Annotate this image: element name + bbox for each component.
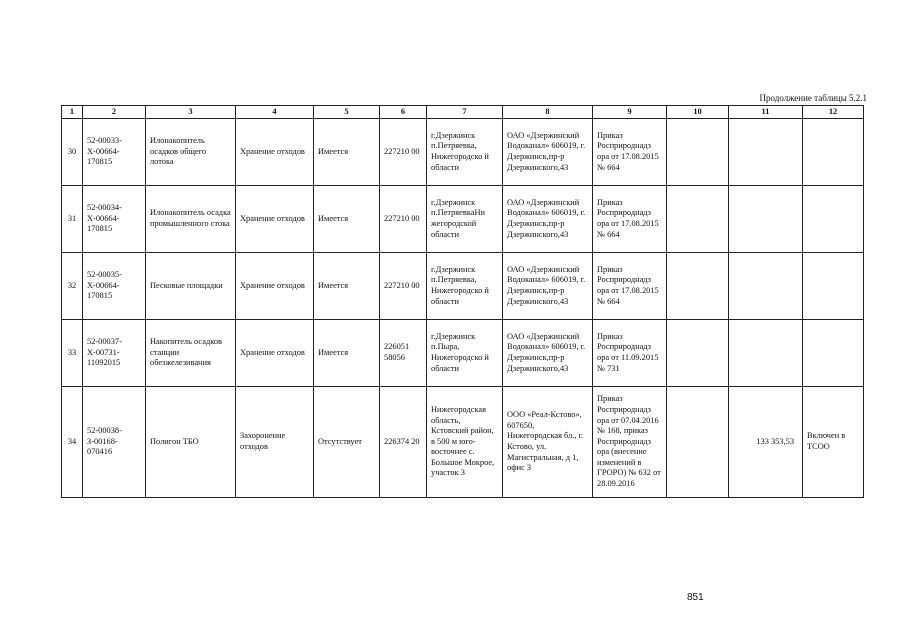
object-location: г.Дзержинск п.Петряевка, Нижегородско й области <box>427 253 503 320</box>
oktmo-code: 226374 20 <box>380 387 427 498</box>
object-location: г.Дзержинск п.ПетряевкаНи жегородской области <box>427 186 503 253</box>
cell-col12 <box>803 253 864 320</box>
table-row <box>62 186 864 253</box>
table-row <box>62 387 864 498</box>
object-status: Имеется <box>314 119 380 186</box>
object-status: Имеется <box>314 320 380 387</box>
cell-col11 <box>729 119 803 186</box>
cell-col11 <box>729 186 803 253</box>
col-header: 6 <box>380 106 427 119</box>
object-owner: ООО «Реал-Кстово», 607650, Нижегородская бл., г. Кстово, ул. Магистральная, д 1, офис 3 <box>503 387 593 498</box>
registration-number: 52-00038-З-00168-070416 <box>83 387 146 498</box>
object-location: г.Дзержинск п.Петряевка, Нижегородско й области <box>427 119 503 186</box>
cell-col10 <box>667 253 729 320</box>
object-owner: ОАО «Дзержинский Водоканал» 606019, г. Дзержинск,пр-р Дзержинского,43 <box>503 119 593 186</box>
registration-number: 52-00037-Х-00731-11092015 <box>83 320 146 387</box>
cell-col10 <box>667 320 729 387</box>
object-owner: ОАО «Дзержинский Водоканал» 606019, г. Дзержинск,пр-р Дзержинского,43 <box>503 253 593 320</box>
row-number: 30 <box>62 119 83 186</box>
cell-col10 <box>667 186 729 253</box>
col-header: 3 <box>146 106 236 119</box>
page-number: 851 <box>687 592 704 603</box>
registration-number: 52-00035-Х-00664-170815 <box>83 253 146 320</box>
order-reference: Приказ Росприроднадз ора от 11.09.2015 № 731 <box>593 320 667 387</box>
order-reference: Приказ Росприроднадз ора от 17.08.2015 № 664 <box>593 253 667 320</box>
object-purpose: Хранение отходов <box>236 253 314 320</box>
object-purpose: Хранение отходов <box>236 186 314 253</box>
object-status: Отсутствует <box>314 387 380 498</box>
object-name: Илонакопитель осадков общего лотока <box>146 119 236 186</box>
cell-col11 <box>729 320 803 387</box>
cell-col12: Включен в ТСОО <box>803 387 864 498</box>
oktmo-code: 227210 00 <box>380 186 427 253</box>
object-purpose: Хранение отходов <box>236 119 314 186</box>
row-number: 33 <box>62 320 83 387</box>
object-name: Илонакопитель осадка промышленного стока <box>146 186 236 253</box>
table-row <box>62 119 864 186</box>
object-name: Полигон ТБО <box>146 387 236 498</box>
cell-col12 <box>803 119 864 186</box>
cell-col12 <box>803 320 864 387</box>
cell-col10 <box>667 387 729 498</box>
row-number: 31 <box>62 186 83 253</box>
table-row <box>62 320 864 387</box>
order-reference: Приказ Росприроднадз ора от 17.08.2015 № 664 <box>593 119 667 186</box>
object-status: Имеется <box>314 186 380 253</box>
registration-number: 52-00034-Х-00664-170815 <box>83 186 146 253</box>
header-row <box>62 106 864 119</box>
col-header: 9 <box>593 106 667 119</box>
object-name: Накопитель осадков станции обезжелезивания <box>146 320 236 387</box>
col-header: 11 <box>729 106 803 119</box>
col-header: 10 <box>667 106 729 119</box>
cell-col12 <box>803 186 864 253</box>
col-header: 5 <box>314 106 380 119</box>
table-row <box>62 253 864 320</box>
col-header: 8 <box>503 106 593 119</box>
order-reference: Приказ Росприроднадз ора от 07.04.2016 № 168, приказ Росприроднадз ора (внесение изменений в ГРОРО) № 632 от 28.09.2016 <box>593 387 667 498</box>
order-reference: Приказ Росприроднадз ора от 17.08.2015 № 664 <box>593 186 667 253</box>
object-owner: ОАО «Дзержинский Водоканал» 606019, г. Дзержинск,пр-р Дзержинского,43 <box>503 320 593 387</box>
oktmo-code: 227210 00 <box>380 253 427 320</box>
col-header: 12 <box>803 106 864 119</box>
row-number: 32 <box>62 253 83 320</box>
registration-number: 52-00033-Х-00664-170815 <box>83 119 146 186</box>
object-name: Песковые площадки <box>146 253 236 320</box>
object-status: Имеется <box>314 253 380 320</box>
oktmo-code: 227210 00 <box>380 119 427 186</box>
col-header: 7 <box>427 106 503 119</box>
objects-table <box>61 105 864 498</box>
object-owner: ОАО «Дзержинский Водоканал» 606019, г. Дзержинск,пр-р Дзержинского,43 <box>503 186 593 253</box>
cell-col11 <box>729 253 803 320</box>
object-location: г.Дзержинск п.Пыра, Нижегородско й области <box>427 320 503 387</box>
cell-col11: 133 353,53 <box>729 387 803 498</box>
object-purpose: Захоронение отходов <box>236 387 314 498</box>
col-header: 2 <box>83 106 146 119</box>
oktmo-code: 226051 58056 <box>380 320 427 387</box>
object-purpose: Хранение отходов <box>236 320 314 387</box>
object-location: Нижегородская область, Кстовский район, в 500 м юго-восточнее с. Большое Мокрое, участок 3 <box>427 387 503 498</box>
table-caption: Продолжение таблицы 5.2.1 <box>759 93 867 103</box>
col-header: 1 <box>62 106 83 119</box>
col-header: 4 <box>236 106 314 119</box>
row-number: 34 <box>62 387 83 498</box>
cell-col10 <box>667 119 729 186</box>
